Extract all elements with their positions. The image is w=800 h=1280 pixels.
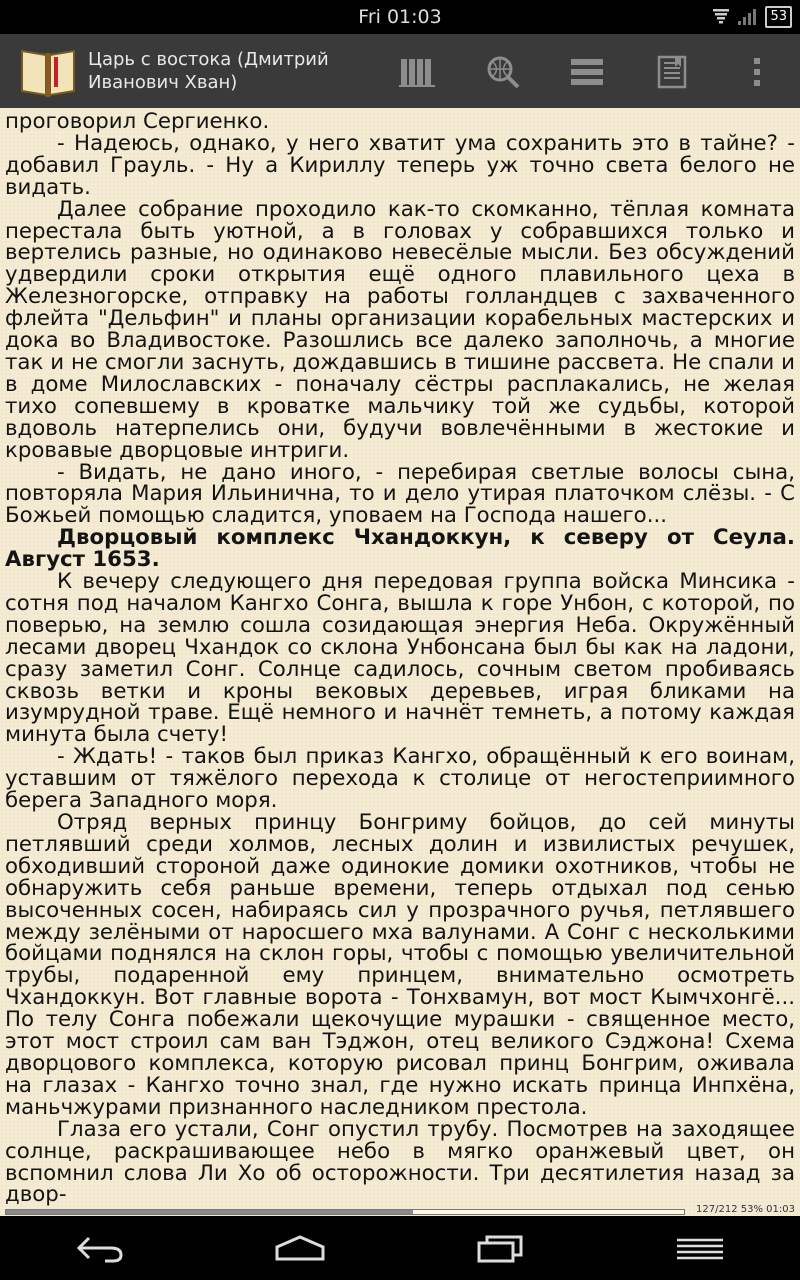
menu-icon — [675, 1236, 725, 1260]
bookmarks-icon — [656, 55, 688, 89]
status-icons — [711, 6, 792, 28]
signal-icon — [737, 8, 759, 26]
paragraph: Глаза его устали, Сонг опустил трубу. Посмотрев на заходящее солнце, раскрашивающее небо в мягко оранжевый цвет, он вспомнил слова Ли Хо об осторожности. Три десятилетия назад за двор- — [5, 1116, 795, 1208]
contents-button[interactable] — [567, 52, 607, 92]
book-title — [88, 48, 378, 94]
book-page[interactable] — [0, 108, 800, 1216]
overflow-menu-icon — [752, 56, 762, 88]
home-button[interactable] — [270, 1230, 330, 1266]
paragraph: Отряд верных принцу Бонгриму бойцов, до сей минуты петлявший среди холмов, лесных долин и извилистых речушек, обходивший стороной даже одинокие домики охотников, чтобы не обнаружить себя раньше времени, теперь отдыхал под сенью высоченных сосен, набираясь сил у прозрачного ручья, петлявшего между зелёными от наросшего мха валунами. А Сонг с несколькими бойцами поднялся на склон горы, чтобы с помощью увеличительной трубы, подаренной ему принцем, внимательно осмотреть Чхандоккун. Вот главные ворота - Тонхвамун, вот мост Кымчхонгё... По телу Сонга побежали щекочущие мурашки - священное место, этот мост строил сам ван Тэджон, отец великого Сэджона! Схема дворцового комплекса, которую рисовал принц Бонгрим, оживала на глазах - Кангхо точно знал, где нужно искать принца Инпхёна, маньчжурами признанного наследником престола. — [5, 810, 795, 1120]
battery-icon: 53 — [765, 6, 792, 28]
library-icon — [399, 56, 435, 88]
paragraph: К вечеру следующего дня передовая группа войска Минсика - сотня под началом Кангхо Сонга, вышла к горе Унбон, с которой, по поверью, на землю сошла созидающая энергия Неба. Окружённый лесами дворец Чхандок со склона Унбонсана был бы как на ладони, сразу заметил Сонг. Солнце садилось, сочным светом пробиваясь сквозь ветки и кроны вековых деревьев, играя бликами на изумрудной траве. Ещё немного и начнёт темнеть, а потому каждая минута была счету! — [5, 569, 795, 748]
paragraph: Далее собрание проходило как-то скомканно, тёплая комната перестала быть уютной, а в головах у собравшихся только и вертелись разные, но одинаково невесёлые мысли. Без обсуждений удвердили сроки открытия ещё одного плавильного цеха в Железногорске, отправку на работы голландцев с захваченного флейта "Дельфин" и планы организации корабельных мастерских и дока во Владивостоке. Разошлись все далеко заполночь, а многие так и не смогли заснуть, дождавшись в тишине рассвета. Не спали и в доме Милославских - поначалу сёстры расплакались, не желая тихо сопевшему в кроватке мальчику той же судьбы, которой вдоволь натерпелись они, будучи вовлечёнными в жестокие и кровавые дворцовые интриги. — [5, 196, 795, 463]
contents-icon — [569, 56, 605, 88]
book-icon[interactable] — [18, 43, 78, 99]
paragraph: проговорил Сергиенко. — [5, 109, 270, 134]
paragraph: - Видать, не дано иного, - перебирая светлые волосы сына, повторяла Мария Ильинична, то и дело утирая платочком слёзы. - С Божьей помощью сладится, уповаем на Господа нашего... — [5, 459, 795, 529]
paragraph: - Надеюсь, однако, у него хватит ума сохранить это в тайне? - добавил Грауль. - Ну а Кириллу теперь уж точно света белого не видать. — [5, 130, 795, 200]
status-clock: Fri 01:03 — [358, 6, 442, 28]
search-button[interactable] — [483, 52, 523, 92]
book-title-line-1: Царь с востока (Дмитрий — [88, 49, 329, 70]
navigation-bar — [0, 1216, 800, 1280]
reading-progress-fill — [6, 1210, 413, 1214]
overflow-menu-button[interactable] — [737, 52, 777, 92]
status-bar — [0, 0, 800, 34]
reading-progress-bar[interactable] — [5, 1209, 685, 1215]
section-heading: Дворцовый комплекс Чхандоккун, к северу от Сеула. Август 1653. — [5, 525, 795, 573]
home-icon — [273, 1233, 327, 1263]
page-text — [5, 111, 795, 1206]
back-icon — [75, 1233, 125, 1263]
paragraph: - Ждать! - таков был приказ Кангхо, обращённый к его воинам, уставшим от тяжёлого перехода к столице от негостеприимного берега Западного моря. — [5, 744, 795, 814]
page-info: 127/212 53% 01:03 — [696, 1204, 795, 1215]
book-title-line-2: Иванович Хван) — [88, 72, 238, 93]
menu-button[interactable] — [670, 1230, 730, 1266]
back-button[interactable] — [70, 1230, 130, 1266]
recent-apps-button[interactable] — [470, 1230, 530, 1266]
library-button[interactable] — [397, 52, 437, 92]
bookmarks-button[interactable] — [652, 52, 692, 92]
recent-apps-icon — [475, 1233, 525, 1263]
action-bar — [0, 34, 800, 110]
search-icon — [485, 54, 521, 90]
wifi-icon — [711, 8, 731, 26]
